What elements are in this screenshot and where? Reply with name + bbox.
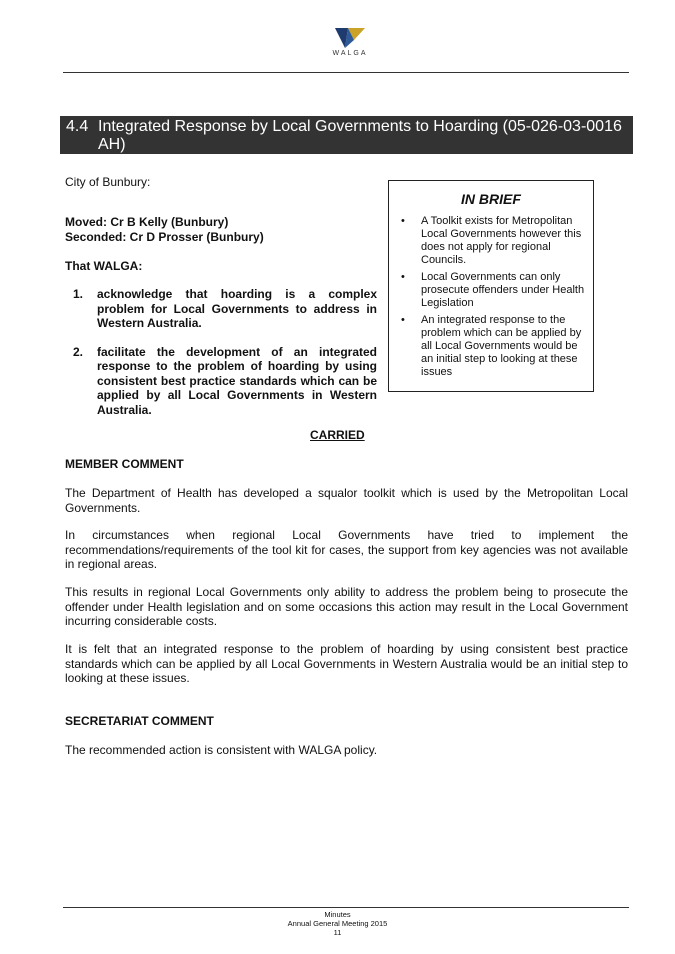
in-brief-text: A Toolkit exists for Metropolitan Local Governments however this does not apply for regional Councils. (421, 215, 582, 266)
member-comment-heading: MEMBER COMMENT (65, 457, 184, 471)
walga-logo (320, 28, 380, 57)
footer-line-1: Minutes (324, 910, 351, 919)
seconded-line: Seconded: Cr D Prosser (Bunbury) (65, 230, 264, 244)
that-walga: That WALGA: (65, 259, 143, 273)
resolution-item (65, 287, 377, 331)
secretariat-comment-text: The recommended action is consistent with WALGA policy. (65, 743, 378, 757)
resolution-list (65, 287, 377, 431)
resolution-item (65, 345, 377, 418)
in-brief-item (397, 314, 585, 379)
submitter: City of Bunbury: (65, 175, 151, 189)
secretariat-comment-heading: SECRETARIAT COMMENT (65, 714, 214, 728)
header-divider (63, 72, 629, 73)
member-comment-paragraph: It is felt that an integrated response to the problem of hoarding by using consistent best practice standards which can be applied by all Local Governments in Western Australia would be an initial step to looking at these issues. (65, 642, 628, 685)
bullet-icon: • (401, 215, 405, 227)
member-comment-paragraph: This results in regional Local Governments only ability to address the problem being to prosecute the offender under Health legislation and on some occasions this action may result in the Local Government incurring considerable costs. (65, 585, 628, 628)
carried-label: CARRIED (310, 428, 365, 442)
member-comment-paragraph: In circumstances when regional Local Governments have tried to implement the recommendations/requirements of the tool kit for cases, the support from key agencies was not available in regional areas. (65, 528, 628, 571)
in-brief-title: IN BRIEF (461, 191, 521, 207)
page-footer (0, 910, 675, 937)
page-number: 11 (333, 928, 342, 937)
in-brief-item (397, 271, 585, 310)
bullet-icon: • (401, 271, 405, 283)
bullet-icon: • (401, 314, 405, 326)
item-heading (60, 116, 633, 154)
resolution-text: facilitate the development of an integrated response to the problem of hoarding by using consistent best practice standards which can be applied by all Local Governments in Western Australia. (97, 344, 377, 417)
in-brief-text: An integrated response to the problem which can be applied by all Local Governments would be an initial step to looking at these issues (421, 314, 582, 378)
resolution-number: 2. (73, 344, 84, 359)
resolution-number: 1. (73, 287, 84, 301)
in-brief-list (397, 215, 585, 379)
resolution-text: acknowledge that hoarding is a complex problem for Local Governments to address in Western Australia. (97, 287, 377, 330)
item-number: 4.4 (66, 118, 89, 135)
in-brief-box (388, 180, 594, 392)
footer-divider (63, 907, 629, 908)
item-title: Integrated Response by Local Governments to Hoarding (05-026-03-0016 AH) (98, 118, 622, 153)
member-comment-paragraph: The Department of Health has developed a squalor toolkit which is used by the Metropolitan Local Governments. (65, 486, 628, 515)
in-brief-text: Local Governments can only prosecute offenders under Health Legislation (421, 271, 585, 309)
in-brief-item (397, 215, 585, 267)
footer-line-2: Annual General Meeting 2015 (287, 919, 388, 928)
moved-line: Moved: Cr B Kelly (Bunbury) (65, 215, 229, 229)
walga-logo-icon (335, 28, 365, 48)
logo-text: WALGA (332, 50, 368, 57)
